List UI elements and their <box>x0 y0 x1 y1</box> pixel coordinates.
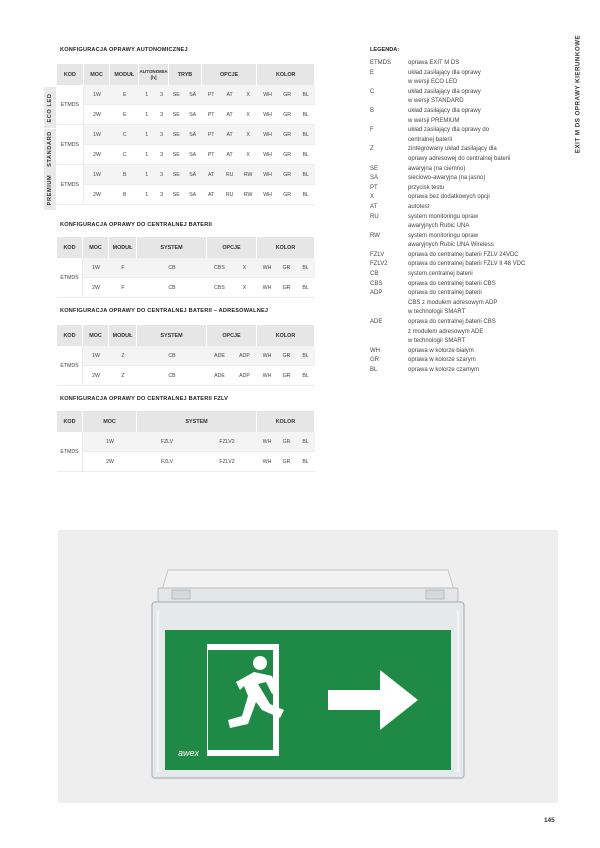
autonomous-config-table <box>57 64 315 205</box>
legend-item <box>370 193 570 203</box>
table-cell: WH <box>257 145 278 165</box>
table-cell: GR <box>278 85 296 105</box>
table-cell: WH <box>257 85 278 105</box>
table-header-cell: OPCJE <box>207 237 257 258</box>
table-cell: X <box>232 258 257 278</box>
table-cell: CBS <box>207 258 232 278</box>
table-cell: FZLV <box>137 432 197 452</box>
kod-cell: ETMDS <box>57 432 83 472</box>
legend-description: zintegrowany układ zasilający dla <box>408 146 497 153</box>
legend-abbreviation: AT <box>370 203 378 210</box>
table-header-row <box>57 411 315 432</box>
table-cell: 1W <box>83 432 137 452</box>
legend-description: awaryjna (na ciemno) <box>408 165 466 172</box>
legend-abbreviation <box>370 299 408 309</box>
table-cell: WH <box>257 278 277 298</box>
table-cell: RU <box>220 185 238 205</box>
table-cell: SA <box>183 85 201 105</box>
legend-item <box>370 136 570 146</box>
table-row <box>57 452 315 472</box>
table-cell: SA <box>183 185 201 205</box>
table-header-cell: KOLOR <box>257 411 315 432</box>
table-cell: F <box>109 258 137 278</box>
table-cell: AT <box>220 145 238 165</box>
table-cell: 2W <box>83 452 137 472</box>
legend-item <box>370 270 570 280</box>
addressable-config-table <box>57 325 315 386</box>
legend-abbreviation: RW <box>370 232 380 239</box>
table-cell: 1 <box>139 125 154 145</box>
autonomous-config-title: KONFIGURACJA OPRAWY AUTONOMICZNEJ <box>60 47 188 53</box>
table-header-cell: MODUŁ <box>109 237 137 258</box>
table-cell: 1W <box>84 165 111 185</box>
table-cell: AT <box>220 85 238 105</box>
legend-description: układ zasilający dla oprawy <box>408 107 481 114</box>
table-cell: ADE <box>207 346 232 366</box>
legend-abbreviation: ADE <box>370 319 383 326</box>
table-cell: PT <box>202 125 220 145</box>
legend-item <box>370 165 570 175</box>
table-cell: GR <box>277 278 296 298</box>
legend-description: oprawa EXIT M DS <box>408 60 460 66</box>
legend-description: oprawa w kolorze czarnym <box>408 367 480 373</box>
table-cell: WH <box>257 258 277 278</box>
table-cell: 2W <box>83 278 109 298</box>
table-cell: RW <box>239 185 257 205</box>
legend-description: CBS z modułem adresowym ADP <box>408 299 498 306</box>
table-cell: FZLV2 <box>197 432 257 452</box>
legend-item <box>370 59 570 69</box>
table-cell: 1W <box>84 85 111 105</box>
table-cell: 1 <box>139 145 154 165</box>
legend-item <box>370 78 570 88</box>
table-header-row <box>57 64 315 85</box>
header-tryb: TRYB <box>169 64 202 85</box>
addressable-config-title: KONFIGURACJA OPRAWY DO CENTRALNEJ BATERII – ADRESOWALNEJ <box>60 308 269 314</box>
side-tab <box>567 34 589 154</box>
table-cell: B <box>110 165 139 185</box>
table-cell: 1W <box>84 125 111 145</box>
legend-abbreviation <box>370 78 408 88</box>
legend-abbreviation: FZLV <box>370 251 385 258</box>
product-photo <box>58 530 558 803</box>
table-header-cell: SYSTEM <box>137 237 207 258</box>
table-row <box>57 185 315 205</box>
table-header-cell: KOD <box>57 325 83 346</box>
legend-description: w technologii SMART <box>408 338 466 345</box>
table-cell: 1 <box>139 85 154 105</box>
legend-description: oprawa w kolorze szarym <box>408 357 476 364</box>
legend-item <box>370 69 570 79</box>
legend-abbreviation: ETMDS <box>370 60 391 66</box>
legend-description: autotest <box>408 203 430 210</box>
legend-item <box>370 203 570 213</box>
legend-abbreviation: SE <box>370 165 379 172</box>
table-row <box>57 432 315 452</box>
legend-item <box>370 88 570 98</box>
table-cell: 1W <box>83 258 109 278</box>
header-opcje: OPCJE <box>202 64 257 85</box>
table-cell: 3 <box>154 145 169 165</box>
table-cell: SE <box>169 105 183 125</box>
legend-abbreviation: X <box>370 194 375 201</box>
legend-abbreviation: FZLV2 <box>370 261 388 268</box>
legend-description: awaryjnych Rubic UNA Wireless <box>408 242 494 249</box>
table-cell: RW <box>239 165 257 185</box>
table-cell: 3 <box>154 185 169 205</box>
table-cell: 3 <box>154 165 169 185</box>
table-cell: PT <box>202 145 220 165</box>
table-cell: BL <box>296 105 315 125</box>
legend-description: w wersji STANDARD <box>408 98 464 105</box>
table-cell: 1 <box>139 165 154 185</box>
table-header-cell: SYSTEM <box>137 325 207 346</box>
legend-description: układ zasilający dla oprawy <box>408 69 481 76</box>
legend-description: układ zasilający dla oprawy do <box>408 127 490 134</box>
table-cell: C <box>110 145 139 165</box>
table-cell: 1 <box>139 105 154 125</box>
table-cell: WH <box>257 105 278 125</box>
table-cell: SE <box>169 145 183 165</box>
legend-item <box>370 318 570 328</box>
table-row <box>57 105 315 125</box>
header-autonomia: AUTONOMIA [h] <box>139 64 169 85</box>
legend-description: oprawy adresowej do centralnej baterii <box>408 155 511 162</box>
legend-item <box>370 280 570 290</box>
table-cell: WH <box>257 165 278 185</box>
group-label-eco-led: ECO LED <box>44 87 56 128</box>
table-cell: 2W <box>84 105 111 125</box>
table-cell: SE <box>169 185 183 205</box>
legend-description: oprawa do centralnej baterii CBS <box>408 280 496 287</box>
legend-abbreviation <box>370 136 408 146</box>
legend-abbreviation <box>370 117 408 127</box>
table-cell: RU <box>220 165 238 185</box>
legend-description: centralnej baterii <box>408 136 453 143</box>
central-config-table <box>57 237 315 298</box>
table-cell: GR <box>278 165 296 185</box>
legend-abbreviation <box>370 97 408 107</box>
table-cell: C <box>110 125 139 145</box>
legend-description: w technologii SMART <box>408 309 466 316</box>
table-cell: 2W <box>83 366 109 386</box>
legend-description: w wersji ECO LED <box>408 79 458 86</box>
table-header-cell: MOC <box>83 411 137 432</box>
legend-item <box>370 328 570 338</box>
legend-description: z modułem adresowym ADE <box>408 328 484 335</box>
table-cell: WH <box>257 125 278 145</box>
table-cell: 3 <box>154 105 169 125</box>
table-cell: SE <box>169 165 183 185</box>
legend-description: układ zasilający dla oprawy <box>408 88 481 95</box>
table-cell: GR <box>277 452 296 472</box>
legend-item <box>370 145 570 155</box>
table-header-cell: KOLOR <box>257 325 315 346</box>
central-config-title: KONFIGURACJA OPRAWY DO CENTRALNEJ BATERII <box>60 222 212 228</box>
table-cell: GR <box>278 185 296 205</box>
table-cell: E <box>110 105 139 125</box>
legend-item <box>370 299 570 309</box>
legend-abbreviation: RU <box>370 213 379 220</box>
table-cell: ADP <box>232 346 257 366</box>
table-cell: SA <box>183 105 201 125</box>
legend-item <box>370 174 570 184</box>
table-cell: X <box>232 278 257 298</box>
legend-abbreviation <box>370 308 408 318</box>
legend-item <box>370 184 570 194</box>
table-row <box>57 165 315 185</box>
group-label-standard: STANDARD <box>44 129 56 169</box>
legend-abbreviation <box>370 222 408 232</box>
table-header-row <box>57 237 315 258</box>
legend-item <box>370 117 570 127</box>
table-header-row <box>57 325 315 346</box>
table-cell: CB <box>137 278 207 298</box>
legend-abbreviation: SA <box>370 175 379 182</box>
table-header-cell: KOD <box>57 237 83 258</box>
table-cell: WH <box>257 366 277 386</box>
table-header-cell: MODUŁ <box>109 325 137 346</box>
table-cell: SE <box>169 85 183 105</box>
table-cell: GR <box>277 432 296 452</box>
table-cell: SA <box>183 145 201 165</box>
legend-item <box>370 347 570 357</box>
table-cell: GR <box>278 105 296 125</box>
table-cell: AT <box>220 125 238 145</box>
table-cell: 1W <box>83 346 109 366</box>
table-cell: GR <box>277 366 296 386</box>
table-row <box>57 258 315 278</box>
legend-description: w wersji PREMIUM <box>408 117 460 124</box>
legend-description: oprawa do centralnej baterii <box>408 290 482 297</box>
legend-item <box>370 337 570 347</box>
group-label-premium: PREMIUM <box>44 169 56 210</box>
legend-description: system monitoringu opraw <box>408 213 479 220</box>
legend-item <box>370 356 570 366</box>
table-cell: BL <box>296 432 315 452</box>
table-row <box>57 278 315 298</box>
table-cell: GR <box>277 346 296 366</box>
table-row <box>57 346 315 366</box>
legend-item <box>370 289 570 299</box>
legend-item <box>370 366 570 376</box>
table-cell: GR <box>277 258 296 278</box>
kod-cell: ETMDS <box>57 346 83 386</box>
table-cell: 2W <box>84 185 111 205</box>
table-cell: X <box>239 145 257 165</box>
table-cell: SE <box>169 125 183 145</box>
table-cell: 3 <box>154 125 169 145</box>
table-header-cell: MOC <box>83 325 109 346</box>
page-number: 145 <box>544 817 555 824</box>
legend-description: oprawa do centralnej baterii FZLV 24VDC <box>408 251 519 258</box>
table-cell: BL <box>296 366 315 386</box>
legend-abbreviation <box>370 328 408 338</box>
table-cell: BL <box>296 185 315 205</box>
table-header-cell: KOD <box>57 411 83 432</box>
table-row <box>57 85 315 105</box>
legend-item <box>370 222 570 232</box>
table-cell: CB <box>137 346 207 366</box>
legend-description: system centralnej baterii <box>408 271 473 278</box>
header-modul: MODUŁ <box>110 64 139 85</box>
table-cell: BL <box>296 125 315 145</box>
table-cell: F <box>109 278 137 298</box>
table-cell: FZLV2 <box>197 452 257 472</box>
kod-cell: ETMDS <box>57 258 83 298</box>
legend-list <box>370 59 570 376</box>
table-cell: GR <box>278 145 296 165</box>
table-cell: ADP <box>232 366 257 386</box>
legend-item <box>370 97 570 107</box>
table-cell: PT <box>202 85 220 105</box>
legend-item <box>370 251 570 261</box>
header-moc: MOC <box>84 64 111 85</box>
table-cell: E <box>110 85 139 105</box>
legend-abbreviation: CB <box>370 271 379 278</box>
legend-item <box>370 308 570 318</box>
legend-abbreviation <box>370 155 408 165</box>
kod-cell: ETMDS <box>57 85 84 125</box>
table-cell: BL <box>296 452 315 472</box>
table-cell: PT <box>202 105 220 125</box>
legend-title: LEGENDA: <box>370 47 400 53</box>
legend-description: sieciowo-awaryjna (na jasno) <box>408 175 486 182</box>
legend-item <box>370 126 570 136</box>
kod-cell: ETMDS <box>57 125 84 165</box>
legend-item <box>370 241 570 251</box>
table-cell: WH <box>257 346 277 366</box>
legend-abbreviation: WH <box>370 347 380 354</box>
header-kod: KOD <box>57 64 84 85</box>
table-cell: WH <box>257 452 277 472</box>
table-cell: AT <box>202 165 220 185</box>
table-cell: 3 <box>154 85 169 105</box>
legend-description: system monitoringu opraw <box>408 232 479 239</box>
legend-abbreviation: Z <box>370 146 374 153</box>
legend-abbreviation: BL <box>370 367 378 373</box>
legend-item <box>370 107 570 117</box>
legend-description: przycisk testu <box>408 184 445 191</box>
table-cell: X <box>239 85 257 105</box>
legend-description: oprawa bez dodatkowych opcji <box>408 194 490 201</box>
legend-item <box>370 232 570 242</box>
table-cell: BL <box>296 145 315 165</box>
fzlv-config-title: KONFIGURACJA OPRAWY DO CENTRALNEJ BATERII FZLV <box>60 396 229 402</box>
table-cell: SA <box>183 165 201 185</box>
legend-abbreviation: GR <box>370 357 379 364</box>
table-cell: X <box>239 125 257 145</box>
table-row <box>57 145 315 165</box>
legend-item <box>370 260 570 270</box>
legend-abbreviation: PT <box>370 184 378 191</box>
table-cell: FZLV <box>137 452 197 472</box>
legend-description: oprawa do centralnej baterii CBS <box>408 319 496 326</box>
table-cell: Z <box>109 346 137 366</box>
legend-abbreviation: F <box>370 127 374 134</box>
legend-item <box>370 155 570 165</box>
legend-item <box>370 213 570 223</box>
table-row <box>57 366 315 386</box>
legend-description: oprawa do centralnej baterii FZLV II 48 VDC <box>408 261 526 268</box>
legend-abbreviation: ADP <box>370 290 383 297</box>
legend-description: oprawa w kolorze białym <box>408 347 474 354</box>
table-cell: CBS <box>207 278 232 298</box>
legend-abbreviation: E <box>370 69 375 76</box>
table-cell: X <box>239 105 257 125</box>
exit-sign-luminaire-image <box>58 530 558 803</box>
table-cell: BL <box>296 278 315 298</box>
table-cell: AT <box>202 185 220 205</box>
table-cell: SA <box>183 125 201 145</box>
table-header-cell: MOC <box>83 237 109 258</box>
table-header-cell: KOLOR <box>257 237 315 258</box>
table-cell: WH <box>257 185 278 205</box>
table-header-cell: SYSTEM <box>137 411 257 432</box>
table-row <box>57 125 315 145</box>
legend-description: awaryjnych Rubic UNA <box>408 223 470 230</box>
table-header-cell: OPCJE <box>207 325 257 346</box>
legend-abbreviation: CBS <box>370 280 383 287</box>
table-cell: BL <box>296 346 315 366</box>
legend-abbreviation <box>370 241 408 251</box>
table-cell: 1 <box>139 185 154 205</box>
table-cell: CB <box>137 366 207 386</box>
brand-logo: awex <box>178 748 200 758</box>
table-cell: CB <box>137 258 207 278</box>
fzlv-config-table <box>57 411 315 472</box>
table-cell: 2W <box>84 145 111 165</box>
table-cell: GR <box>278 125 296 145</box>
table-cell: ADE <box>207 366 232 386</box>
side-tab-text: EXIT M DS OPRAWY KIERUNKOWE <box>574 34 582 154</box>
legend-abbreviation: B <box>370 107 375 114</box>
table-cell: BL <box>296 165 315 185</box>
table-cell: AT <box>220 105 238 125</box>
table-cell: Z <box>109 366 137 386</box>
table-cell: WH <box>257 432 277 452</box>
header-kolor: KOLOR <box>257 64 315 85</box>
legend-abbreviation <box>370 337 408 347</box>
legend-abbreviation: C <box>370 88 375 95</box>
table-cell: B <box>110 185 139 205</box>
table-cell: BL <box>296 258 315 278</box>
table-cell: BL <box>296 85 315 105</box>
kod-cell: ETMDS <box>57 165 84 205</box>
